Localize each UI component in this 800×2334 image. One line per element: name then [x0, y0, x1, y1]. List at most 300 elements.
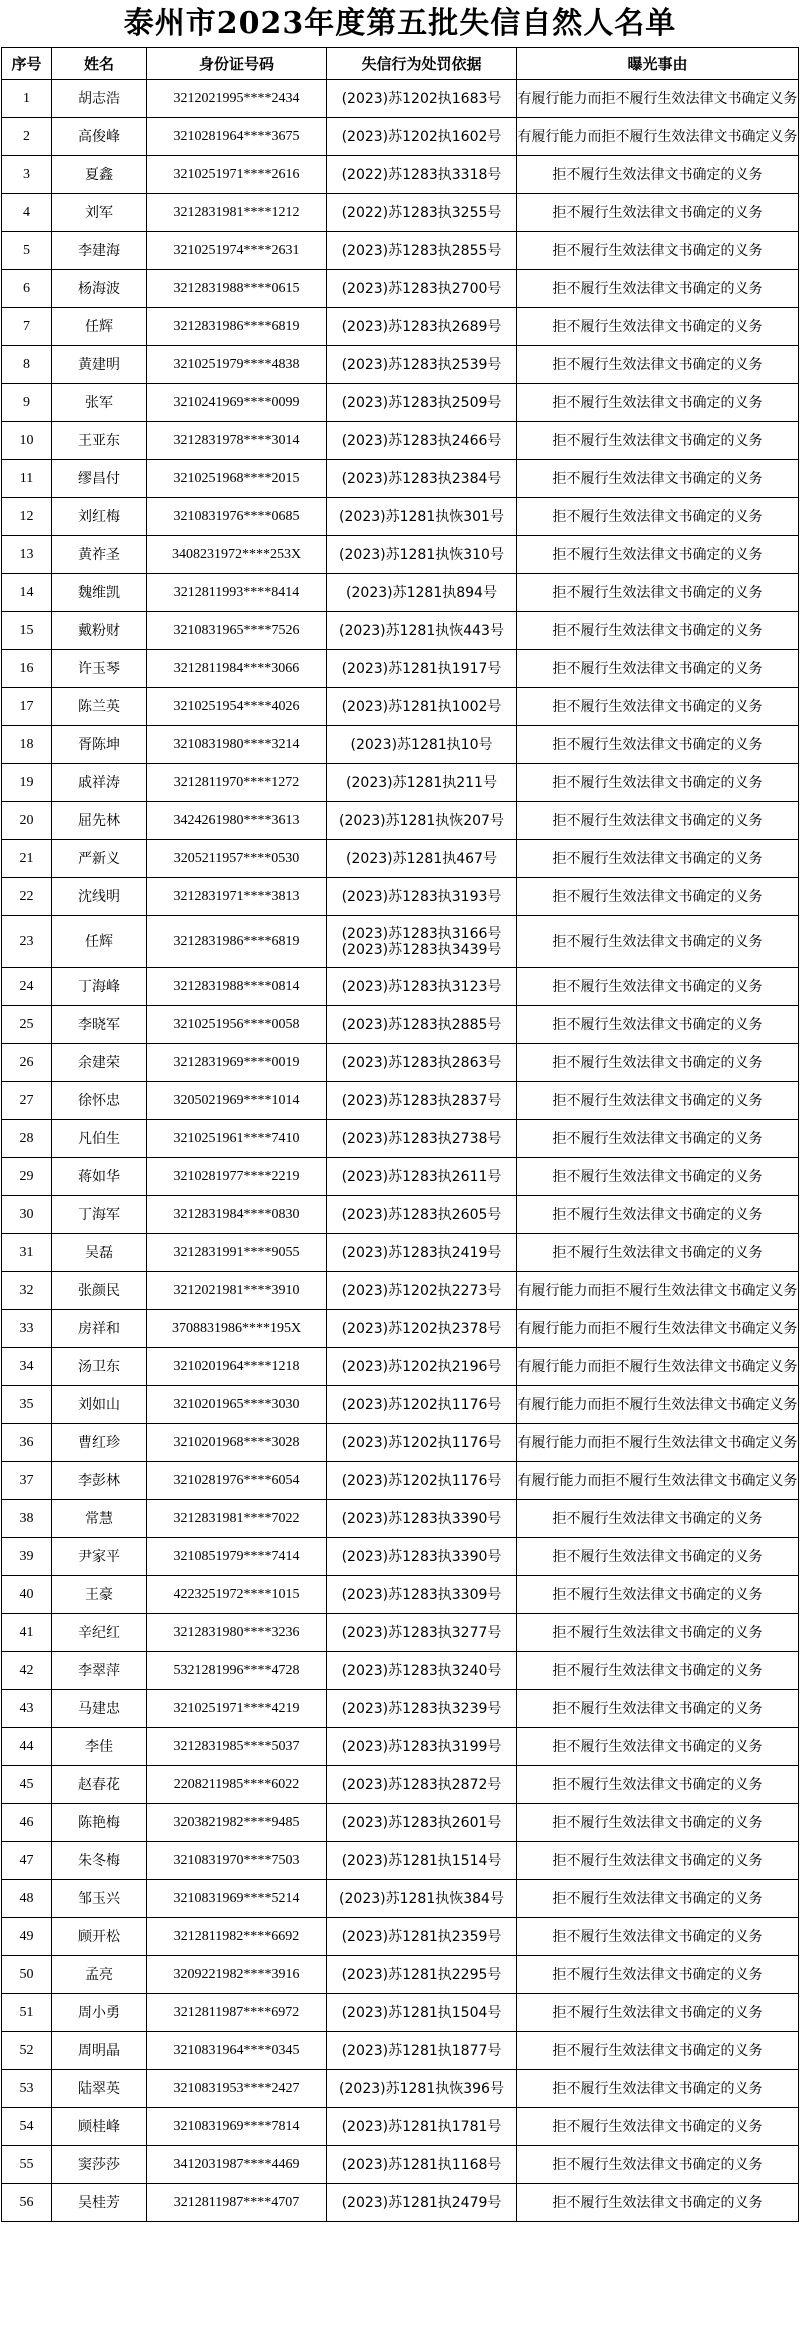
table-row — [2, 1006, 799, 1044]
cell-no: 17 — [2, 688, 52, 726]
table-row — [2, 1462, 799, 1500]
cell-name: 丁海峰 — [52, 968, 147, 1006]
basis-line: (2023)苏1281执1002号 — [341, 698, 502, 715]
cell-name: 李翠萍 — [52, 1652, 147, 1690]
cell-name: 曹红珍 — [52, 1424, 147, 1462]
cell-name: 朱冬梅 — [52, 1842, 147, 1880]
cell-name: 窦莎莎 — [52, 2146, 147, 2184]
cell-id-number: 3424261980****3613 — [147, 802, 327, 840]
cell-reason: 拒不履行生效法律文书确定的义务 — [517, 1614, 799, 1652]
table-row — [2, 2146, 799, 2184]
cell-basis — [327, 1652, 517, 1690]
cell-id-number: 3212831988****0615 — [147, 270, 327, 308]
cell-basis — [327, 1082, 517, 1120]
cell-name: 吴磊 — [52, 1234, 147, 1272]
cell-basis — [327, 1120, 517, 1158]
cell-reason: 拒不履行生效法律文书确定的义务 — [517, 840, 799, 878]
table-row — [2, 2184, 799, 2222]
cell-id-number: 3210251956****0058 — [147, 1006, 327, 1044]
cell-no: 35 — [2, 1386, 52, 1424]
cell-no: 3 — [2, 156, 52, 194]
cell-reason: 拒不履行生效法律文书确定的义务 — [517, 968, 799, 1006]
cell-no: 11 — [2, 460, 52, 498]
cell-reason: 拒不履行生效法律文书确定的义务 — [517, 2032, 799, 2070]
table-row — [2, 1652, 799, 1690]
blacklist-table — [1, 47, 799, 2222]
cell-id-number: 3209221982****3916 — [147, 1956, 327, 1994]
cell-id-number: 3212811982****6692 — [147, 1918, 327, 1956]
cell-reason: 拒不履行生效法律文书确定的义务 — [517, 346, 799, 384]
header-basis: 失信行为处罚依据 — [327, 48, 517, 80]
cell-reason: 拒不履行生效法律文书确定的义务 — [517, 2184, 799, 2222]
basis-line: (2023)苏1283执2611号 — [341, 1168, 502, 1185]
cell-name: 辛纪红 — [52, 1614, 147, 1652]
cell-basis — [327, 650, 517, 688]
cell-basis — [327, 308, 517, 346]
cell-reason: 有履行能力而拒不履行生效法律文书确定义务 — [517, 118, 799, 156]
cell-no: 12 — [2, 498, 52, 536]
basis-line: (2023)苏1283执2872号 — [341, 1776, 502, 1793]
cell-name: 刘如山 — [52, 1386, 147, 1424]
table-row — [2, 1158, 799, 1196]
cell-id-number: 3210831969****7814 — [147, 2108, 327, 2146]
table-row — [2, 1500, 799, 1538]
cell-no: 29 — [2, 1158, 52, 1196]
cell-reason: 拒不履行生效法律文书确定的义务 — [517, 1728, 799, 1766]
cell-basis — [327, 1614, 517, 1652]
cell-id-number: 3212831986****6819 — [147, 916, 327, 968]
cell-basis — [327, 916, 517, 968]
basis-line: (2023)苏1283执2605号 — [341, 1206, 502, 1223]
cell-no: 56 — [2, 2184, 52, 2222]
cell-no: 21 — [2, 840, 52, 878]
cell-no: 33 — [2, 1310, 52, 1348]
cell-name: 吴桂芳 — [52, 2184, 147, 2222]
cell-id-number: 3212811984****3066 — [147, 650, 327, 688]
basis-line: (2023)苏1281执2359号 — [341, 1928, 502, 1945]
cell-no: 16 — [2, 650, 52, 688]
cell-id-number: 3210251954****4026 — [147, 688, 327, 726]
cell-basis — [327, 1424, 517, 1462]
cell-no: 31 — [2, 1234, 52, 1272]
table-row — [2, 1614, 799, 1652]
cell-name: 马建忠 — [52, 1690, 147, 1728]
table-row — [2, 346, 799, 384]
cell-basis — [327, 80, 517, 118]
cell-reason: 拒不履行生效法律文书确定的义务 — [517, 1500, 799, 1538]
table-row — [2, 840, 799, 878]
table-row — [2, 1842, 799, 1880]
cell-no: 55 — [2, 2146, 52, 2184]
table-row — [2, 232, 799, 270]
cell-id-number: 3210831964****0345 — [147, 2032, 327, 2070]
basis-line: (2023)苏1283执2539号 — [341, 356, 502, 373]
cell-reason: 有履行能力而拒不履行生效法律文书确定义务 — [517, 1310, 799, 1348]
cell-name: 胡志浩 — [52, 80, 147, 118]
table-row — [2, 384, 799, 422]
basis-line: (2023)苏1281执10号 — [350, 736, 493, 753]
cell-basis — [327, 1918, 517, 1956]
cell-name: 夏鑫 — [52, 156, 147, 194]
cell-reason: 拒不履行生效法律文书确定的义务 — [517, 1234, 799, 1272]
cell-name: 赵春花 — [52, 1766, 147, 1804]
cell-name: 屈先林 — [52, 802, 147, 840]
cell-no: 24 — [2, 968, 52, 1006]
basis-line: (2023)苏1283执2384号 — [341, 470, 502, 487]
basis-line: (2023)苏1202执1176号 — [341, 1434, 502, 1451]
cell-no: 15 — [2, 612, 52, 650]
table-row — [2, 2108, 799, 2146]
table-row — [2, 422, 799, 460]
cell-reason: 拒不履行生效法律文书确定的义务 — [517, 764, 799, 802]
cell-reason: 拒不履行生效法律文书确定的义务 — [517, 1158, 799, 1196]
cell-basis — [327, 1538, 517, 1576]
cell-reason: 拒不履行生效法律文书确定的义务 — [517, 878, 799, 916]
table-row — [2, 118, 799, 156]
cell-no: 46 — [2, 1804, 52, 1842]
cell-reason: 拒不履行生效法律文书确定的义务 — [517, 384, 799, 422]
basis-line: (2023)苏1283执3390号 — [341, 1548, 502, 1565]
cell-id-number: 5321281996****4728 — [147, 1652, 327, 1690]
basis-line: (2023)苏1202执1602号 — [341, 128, 502, 145]
cell-id-number: 3212831981****7022 — [147, 1500, 327, 1538]
cell-name: 汤卫东 — [52, 1348, 147, 1386]
cell-name: 张颜民 — [52, 1272, 147, 1310]
cell-id-number: 4223251972****1015 — [147, 1576, 327, 1614]
cell-name: 丁海军 — [52, 1196, 147, 1234]
cell-reason: 拒不履行生效法律文书确定的义务 — [517, 726, 799, 764]
cell-basis — [327, 612, 517, 650]
cell-reason: 拒不履行生效法律文书确定的义务 — [517, 612, 799, 650]
basis-line: (2023)苏1281执1917号 — [341, 660, 502, 677]
cell-id-number: 3212831988****0814 — [147, 968, 327, 1006]
cell-id-number: 3210241969****0099 — [147, 384, 327, 422]
cell-reason: 拒不履行生效法律文书确定的义务 — [517, 1766, 799, 1804]
cell-no: 6 — [2, 270, 52, 308]
table-row — [2, 1918, 799, 1956]
cell-no: 4 — [2, 194, 52, 232]
cell-id-number: 3212831980****3236 — [147, 1614, 327, 1652]
basis-line: (2023)苏1283执3439号 — [341, 941, 502, 958]
cell-no: 42 — [2, 1652, 52, 1690]
cell-reason: 拒不履行生效法律文书确定的义务 — [517, 1880, 799, 1918]
cell-basis — [327, 270, 517, 308]
basis-line: (2023)苏1283执3239号 — [341, 1700, 502, 1717]
cell-id-number: 3210251974****2631 — [147, 232, 327, 270]
cell-id-number: 3210831969****5214 — [147, 1880, 327, 1918]
cell-reason: 拒不履行生效法律文书确定的义务 — [517, 498, 799, 536]
table-row — [2, 80, 799, 118]
cell-basis — [327, 1234, 517, 1272]
cell-no: 13 — [2, 536, 52, 574]
cell-no: 53 — [2, 2070, 52, 2108]
basis-line: (2023)苏1283执2863号 — [341, 1054, 502, 1071]
cell-reason: 拒不履行生效法律文书确定的义务 — [517, 1006, 799, 1044]
cell-name: 王豪 — [52, 1576, 147, 1614]
cell-no: 2 — [2, 118, 52, 156]
cell-basis — [327, 1158, 517, 1196]
cell-reason: 拒不履行生效法律文书确定的义务 — [517, 650, 799, 688]
cell-basis — [327, 536, 517, 574]
header-reason: 曝光事由 — [517, 48, 799, 80]
cell-no: 8 — [2, 346, 52, 384]
cell-name: 黄建明 — [52, 346, 147, 384]
cell-basis — [327, 1690, 517, 1728]
cell-id-number: 3210851979****7414 — [147, 1538, 327, 1576]
cell-basis — [327, 1462, 517, 1500]
cell-no: 22 — [2, 878, 52, 916]
cell-basis — [327, 156, 517, 194]
cell-name: 徐怀忠 — [52, 1082, 147, 1120]
table-row — [2, 1348, 799, 1386]
basis-line: (2023)苏1283执2837号 — [341, 1092, 502, 1109]
cell-name: 李佳 — [52, 1728, 147, 1766]
cell-name: 胥陈坤 — [52, 726, 147, 764]
cell-no: 20 — [2, 802, 52, 840]
cell-id-number: 3210251979****4838 — [147, 346, 327, 384]
cell-name: 余建荣 — [52, 1044, 147, 1082]
basis-line: (2023)苏1283执2466号 — [341, 432, 502, 449]
cell-reason: 拒不履行生效法律文书确定的义务 — [517, 308, 799, 346]
basis-line: (2023)苏1283执3390号 — [341, 1510, 502, 1527]
cell-reason: 拒不履行生效法律文书确定的义务 — [517, 688, 799, 726]
cell-name: 尹家平 — [52, 1538, 147, 1576]
cell-no: 27 — [2, 1082, 52, 1120]
cell-name: 顾开松 — [52, 1918, 147, 1956]
table-row — [2, 1424, 799, 1462]
table-row — [2, 574, 799, 612]
cell-name: 邹玉兴 — [52, 1880, 147, 1918]
cell-id-number: 3210251971****2616 — [147, 156, 327, 194]
cell-reason: 拒不履行生效法律文书确定的义务 — [517, 1120, 799, 1158]
cell-reason: 拒不履行生效法律文书确定的义务 — [517, 1538, 799, 1576]
cell-id-number: 3212811987****6972 — [147, 1994, 327, 2032]
cell-reason: 拒不履行生效法律文书确定的义务 — [517, 1994, 799, 2032]
basis-line: (2023)苏1281执211号 — [346, 774, 497, 791]
cell-no: 1 — [2, 80, 52, 118]
cell-basis — [327, 802, 517, 840]
cell-basis — [327, 346, 517, 384]
cell-no: 19 — [2, 764, 52, 802]
cell-basis — [327, 688, 517, 726]
cell-reason: 拒不履行生效法律文书确定的义务 — [517, 1690, 799, 1728]
cell-name: 凡伯生 — [52, 1120, 147, 1158]
basis-line: (2023)苏1281执恢207号 — [339, 812, 504, 829]
table-row — [2, 688, 799, 726]
cell-basis — [327, 1842, 517, 1880]
cell-name: 陈艳梅 — [52, 1804, 147, 1842]
cell-reason: 拒不履行生效法律文书确定的义务 — [517, 1842, 799, 1880]
basis-line: (2023)苏1283执3123号 — [341, 978, 502, 995]
cell-no: 18 — [2, 726, 52, 764]
cell-basis — [327, 498, 517, 536]
table-row — [2, 1880, 799, 1918]
cell-name: 李晓军 — [52, 1006, 147, 1044]
cell-no: 48 — [2, 1880, 52, 1918]
cell-no: 50 — [2, 1956, 52, 1994]
cell-no: 14 — [2, 574, 52, 612]
cell-no: 45 — [2, 1766, 52, 1804]
cell-reason: 有履行能力而拒不履行生效法律文书确定义务 — [517, 1424, 799, 1462]
basis-line: (2023)苏1281执恢443号 — [339, 622, 504, 639]
cell-reason: 拒不履行生效法律文书确定的义务 — [517, 232, 799, 270]
cell-id-number: 3210201965****3030 — [147, 1386, 327, 1424]
cell-id-number: 3212831981****1212 — [147, 194, 327, 232]
cell-no: 9 — [2, 384, 52, 422]
cell-reason: 有履行能力而拒不履行生效法律文书确定义务 — [517, 1386, 799, 1424]
basis-line: (2023)苏1281执恢301号 — [339, 508, 504, 525]
cell-id-number: 3210831965****7526 — [147, 612, 327, 650]
cell-basis — [327, 764, 517, 802]
table-row — [2, 1044, 799, 1082]
cell-basis — [327, 1006, 517, 1044]
table-row — [2, 650, 799, 688]
basis-line: (2023)苏1281执1504号 — [341, 2004, 502, 2021]
cell-basis — [327, 1880, 517, 1918]
table-body — [2, 80, 799, 2222]
cell-no: 51 — [2, 1994, 52, 2032]
cell-no: 40 — [2, 1576, 52, 1614]
cell-id-number: 3212831984****0830 — [147, 1196, 327, 1234]
cell-reason: 拒不履行生效法律文书确定的义务 — [517, 1918, 799, 1956]
cell-basis — [327, 194, 517, 232]
basis-line: (2023)苏1283执3240号 — [341, 1662, 502, 1679]
cell-name: 李建海 — [52, 232, 147, 270]
cell-no: 25 — [2, 1006, 52, 1044]
cell-name: 陈兰英 — [52, 688, 147, 726]
table-row — [2, 498, 799, 536]
cell-reason: 拒不履行生效法律文书确定的义务 — [517, 916, 799, 968]
cell-reason: 拒不履行生效法律文书确定的义务 — [517, 1576, 799, 1614]
table-row — [2, 1310, 799, 1348]
basis-line: (2023)苏1202执1176号 — [341, 1472, 502, 1489]
page-title: 泰州市2023年度第五批失信自然人名单 — [123, 6, 677, 41]
cell-id-number: 3210831970****7503 — [147, 1842, 327, 1880]
cell-basis — [327, 1310, 517, 1348]
basis-line: (2023)苏1281执2295号 — [341, 1966, 502, 1983]
cell-id-number: 3210201968****3028 — [147, 1424, 327, 1462]
header-name: 姓名 — [52, 48, 147, 80]
cell-no: 44 — [2, 1728, 52, 1766]
basis-line: (2023)苏1283执3193号 — [341, 888, 502, 905]
cell-name: 房祥和 — [52, 1310, 147, 1348]
cell-id-number: 3408231972****253X — [147, 536, 327, 574]
cell-no: 52 — [2, 2032, 52, 2070]
cell-name: 蒋如华 — [52, 1158, 147, 1196]
cell-no: 23 — [2, 916, 52, 968]
cell-no: 39 — [2, 1538, 52, 1576]
cell-reason: 拒不履行生效法律文书确定的义务 — [517, 2108, 799, 2146]
cell-basis — [327, 2070, 517, 2108]
cell-id-number: 3205211957****0530 — [147, 840, 327, 878]
cell-basis — [327, 878, 517, 916]
cell-no: 41 — [2, 1614, 52, 1652]
cell-basis — [327, 1766, 517, 1804]
cell-no: 43 — [2, 1690, 52, 1728]
cell-name: 李彭林 — [52, 1462, 147, 1500]
cell-name: 沈线明 — [52, 878, 147, 916]
cell-name: 任辉 — [52, 308, 147, 346]
table-row — [2, 1728, 799, 1766]
basis-line: (2023)苏1281执1877号 — [341, 2042, 502, 2059]
cell-basis — [327, 1196, 517, 1234]
table-row — [2, 2070, 799, 2108]
cell-name: 周小勇 — [52, 1994, 147, 2032]
basis-line: (2023)苏1283执3277号 — [341, 1624, 502, 1641]
cell-name: 任辉 — [52, 916, 147, 968]
cell-reason: 拒不履行生效法律文书确定的义务 — [517, 270, 799, 308]
basis-line: (2023)苏1281执1781号 — [341, 2118, 502, 2135]
cell-no: 32 — [2, 1272, 52, 1310]
cell-basis — [327, 1576, 517, 1614]
cell-no: 10 — [2, 422, 52, 460]
basis-line: (2023)苏1202执2378号 — [341, 1320, 502, 1337]
basis-line: (2023)苏1283执2855号 — [341, 242, 502, 259]
table-row — [2, 1576, 799, 1614]
cell-id-number: 3212811993****8414 — [147, 574, 327, 612]
cell-name: 高俊峰 — [52, 118, 147, 156]
cell-basis — [327, 422, 517, 460]
cell-reason: 拒不履行生效法律文书确定的义务 — [517, 1804, 799, 1842]
table-row — [2, 878, 799, 916]
cell-id-number: 3210281964****3675 — [147, 118, 327, 156]
cell-id-number: 3210831976****0685 — [147, 498, 327, 536]
cell-reason: 拒不履行生效法律文书确定的义务 — [517, 2146, 799, 2184]
cell-name: 缪昌付 — [52, 460, 147, 498]
basis-line: (2023)苏1281执894号 — [346, 584, 497, 601]
basis-line: (2023)苏1283执2738号 — [341, 1130, 502, 1147]
table-row — [2, 612, 799, 650]
cell-reason: 拒不履行生效法律文书确定的义务 — [517, 460, 799, 498]
cell-basis — [327, 118, 517, 156]
header-no: 序号 — [2, 48, 52, 80]
cell-name: 刘红梅 — [52, 498, 147, 536]
cell-no: 28 — [2, 1120, 52, 1158]
cell-reason: 拒不履行生效法律文书确定的义务 — [517, 536, 799, 574]
cell-id-number: 3212831969****0019 — [147, 1044, 327, 1082]
table-row — [2, 156, 799, 194]
table-row — [2, 270, 799, 308]
basis-line: (2023)苏1281执1514号 — [341, 1852, 502, 1869]
cell-name: 黄祚圣 — [52, 536, 147, 574]
cell-reason: 拒不履行生效法律文书确定的义务 — [517, 1196, 799, 1234]
cell-basis — [327, 574, 517, 612]
cell-id-number: 3212831978****3014 — [147, 422, 327, 460]
table-row — [2, 1994, 799, 2032]
table-row — [2, 1196, 799, 1234]
basis-line: (2023)苏1283执2419号 — [341, 1244, 502, 1261]
cell-name: 戚祥涛 — [52, 764, 147, 802]
cell-reason: 有履行能力而拒不履行生效法律文书确定义务 — [517, 80, 799, 118]
cell-no: 36 — [2, 1424, 52, 1462]
table-row — [2, 1120, 799, 1158]
cell-id-number: 3212021981****3910 — [147, 1272, 327, 1310]
cell-no: 38 — [2, 1500, 52, 1538]
cell-reason: 有履行能力而拒不履行生效法律文书确定义务 — [517, 1348, 799, 1386]
cell-id-number: 3708831986****195X — [147, 1310, 327, 1348]
cell-id-number: 3412031987****4469 — [147, 2146, 327, 2184]
table-row — [2, 968, 799, 1006]
table-row — [2, 194, 799, 232]
basis-line: (2023)苏1283执2509号 — [341, 394, 502, 411]
cell-basis — [327, 1348, 517, 1386]
cell-id-number: 3203821982****9485 — [147, 1804, 327, 1842]
cell-basis — [327, 1956, 517, 1994]
cell-name: 严新义 — [52, 840, 147, 878]
cell-reason: 拒不履行生效法律文书确定的义务 — [517, 194, 799, 232]
basis-line: (2023)苏1281执1168号 — [341, 2156, 502, 2173]
table-row — [2, 916, 799, 968]
